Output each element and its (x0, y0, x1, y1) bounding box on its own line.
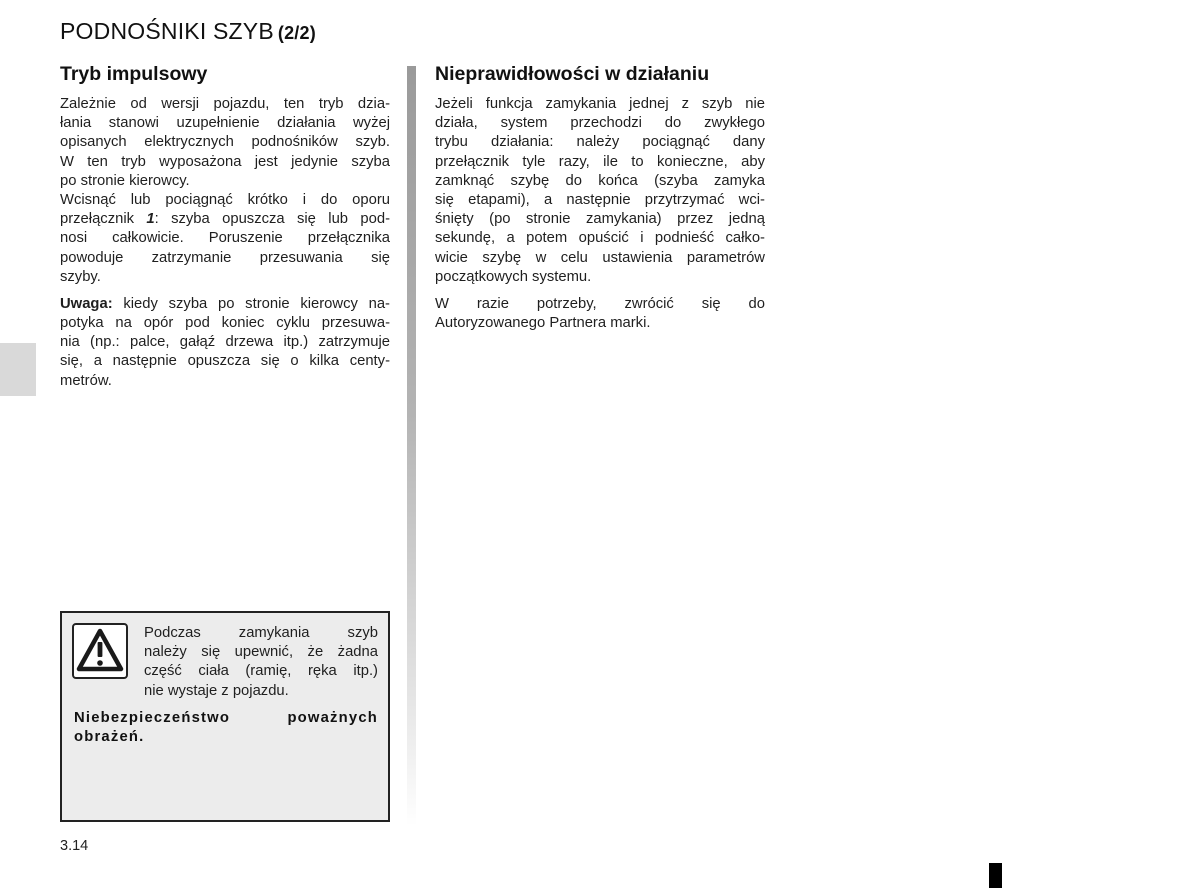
text-line: obrażeń. (74, 729, 145, 746)
warning-danger-text (74, 709, 378, 747)
right-column (435, 62, 765, 333)
text-line: Niebezpieczeństwo poważnych (74, 710, 378, 726)
text-line: potyka na opór pod koniec cyklu przesuwa- (60, 315, 390, 332)
text-line: się, a następnie opuszcza się o kilka centy- (60, 353, 390, 370)
page-part-indicator: (2/2) (277, 23, 316, 43)
text-line: szyby. (60, 268, 101, 285)
text-line: powoduje zatrzymanie przesuwania się (60, 249, 390, 266)
section-heading-pulse-mode: Tryb impulsowy (60, 63, 208, 85)
text-line: śnięty (po stronie zamykania) przez jedną (435, 211, 765, 228)
page-edge-marker (989, 863, 1002, 888)
text-line: należy się upewnić, że żadna (144, 644, 378, 661)
left-column (60, 62, 390, 391)
text-line: opisanych elektrycznych podnośników szyb. (60, 134, 390, 151)
text-line: po stronie kierowcy. (60, 172, 190, 189)
text-line: Podczas zamykania szyb (144, 625, 378, 641)
warning-box (60, 611, 390, 822)
text-line: część ciała (ramię, ręka itp.) (144, 663, 378, 680)
paragraph-switch-operation (60, 191, 390, 287)
chapter-tab-marker (0, 343, 36, 396)
warning-message (144, 624, 378, 701)
page-number: 3.14 (60, 838, 89, 854)
text-line: początkowych systemu. (435, 268, 592, 285)
paragraph-malfunction-procedure (435, 95, 765, 287)
text-line: się etapami), a następnie przytrzymać wci- (435, 191, 765, 208)
text-line (60, 210, 390, 229)
warning-triangle-icon (72, 623, 128, 679)
text-fragment: kiedy szyba po stronie kierowcy na- (112, 295, 390, 312)
text-line: nia (np.: palce, gałąź drzewa itp.) zatrzymuje (60, 334, 390, 351)
text-line: Zależnie od wersji pojazdu, ten tryb dzia- (60, 96, 390, 112)
text-fragment: przełącznik (60, 211, 147, 228)
text-line: metrów. (60, 372, 112, 389)
page-title (60, 18, 316, 45)
paragraph-pulse-mode-intro (60, 95, 390, 191)
paragraph-contact-dealer (435, 295, 765, 333)
text-line: nosi całkowicie. Poruszenie przełącznika (60, 230, 390, 247)
text-line: sekundę, a potem opuścić i podnieść całko- (435, 230, 765, 247)
text-line: trybu działania: należy pociągnąć dany (435, 134, 765, 151)
text-line: przełącznik tyle razy, ile to konieczne, aby (435, 153, 765, 170)
page-title-text: PODNOŚNIKI SZYB (60, 18, 274, 44)
column-divider (407, 66, 416, 826)
text-line: zamknąć szybę do końca (szyba zamyka (435, 172, 765, 189)
text-line: Jeżeli funkcja zamykania jednej z szyb nie (435, 96, 765, 112)
section-heading-malfunctions: Nieprawidłowości w działaniu (435, 63, 710, 85)
text-line: łania stanowi uzupełnienie działania wyżej (60, 115, 390, 132)
text-line: nie wystaje z pojazdu. (144, 682, 289, 699)
text-line: wicie szybę w celu ustawienia parametrów (435, 249, 765, 266)
text-line: działa, system przechodzi do zwykłego (435, 115, 765, 132)
text-line: W ten tryb wyposażona jest jedynie szyba (60, 153, 390, 170)
text-line: W razie potrzeby, zwrócić się do (435, 295, 765, 312)
text-line: Wcisnąć lub pociągnąć krótko i do oporu (60, 191, 390, 208)
text-line (60, 295, 390, 314)
switch-reference-number: 1 (146, 211, 155, 228)
text-line: Autoryzowanego Partnera marki. (435, 315, 651, 332)
note-label: Uwaga: (60, 295, 113, 312)
text-fragment: : szyba opuszcza się lub pod- (154, 211, 391, 228)
paragraph-note (60, 295, 390, 391)
